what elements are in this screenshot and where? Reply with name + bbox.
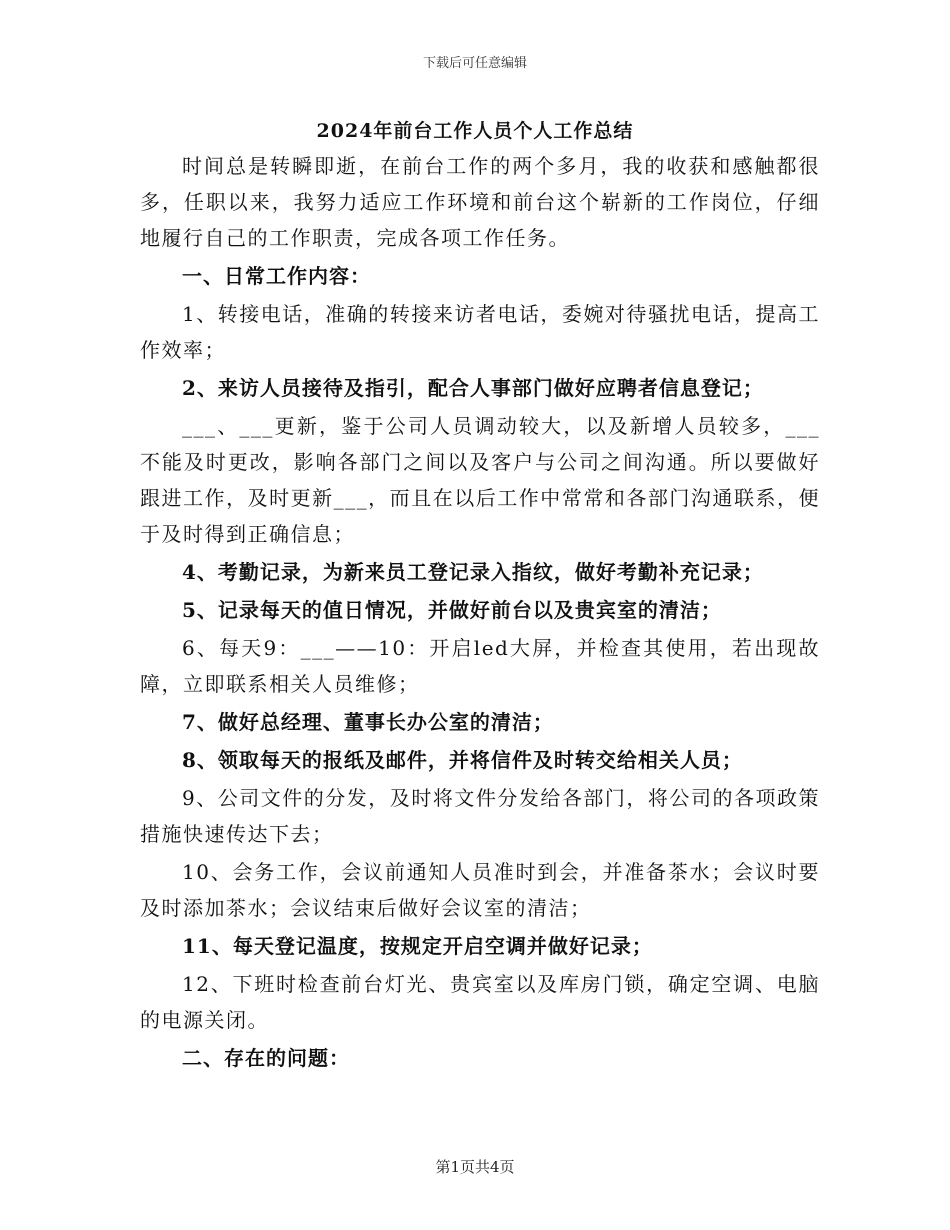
paragraph: 11、每天登记温度，按规定开启空调并做好记录； [182,934,653,958]
document-title: 2024年前台工作人员个人工作总结 [316,120,634,142]
paragraph: 6、每天9：___——10：开启led大屏，并检查其使用，若出现故障，立即联系相关人员维修； [140,636,820,696]
paragraph: 5、记录每天的值日情况，并做好前台以及贵宾室的清洁； [182,598,722,622]
paragraph: 7、做好总经理、董事长办公室的清洁； [182,710,554,734]
paragraph: 时间总是转瞬即逝，在前台工作的两个多月，我的收获和感触都很多，任职以来，我努力适应工作环境和前台这个崭新的工作岗位，仔细地履行自己的工作职责，完成各项工作任务。 [140,154,820,250]
paragraph: 2、来访人员接待及指引，配合人事部门做好应聘者信息登记； [182,376,764,400]
paragraph: 8、领取每天的报纸及邮件，并将信件及时转交给相关人员； [182,748,743,772]
section-heading: 一、日常工作内容： [182,264,371,288]
paragraph: 4、考勤记录，为新来员工登记录入指纹，做好考勤补充记录； [182,560,764,584]
page-footer: 第1页共4页 [435,1158,515,1176]
page-header: 下载后可任意编辑 [422,56,527,71]
section-heading: 二、存在的问题： [182,1046,350,1070]
document-body [140,148,820,1078]
paragraph: 9、公司文件的分发，及时将文件分发给各部门，将公司的各项政策措施快速传达下去； [140,786,820,846]
paragraph: 10、会务工作，会议前通知人员准时到会，并准备茶水；会议时要及时添加茶水；会议结束后做好会议室的清洁； [140,860,820,920]
paragraph: 1、转接电话，准确的转接来访者电话，委婉对待骚扰电话，提高工作效率； [140,302,820,362]
paragraph: 12、下班时检查前台灯光、贵宾室以及库房门锁，确定空调、电脑的电源关闭。 [140,972,820,1032]
paragraph: ___、___更新，鉴于公司人员调动较大，以及新增人员较多，___不能及时更改，影响各部门之间以及客户与公司之间沟通。所以要做好跟进工作，及时更新___，而且在以后工作中常常和各部门沟通联系，便于及时得到正确信息； [140,414,820,546]
